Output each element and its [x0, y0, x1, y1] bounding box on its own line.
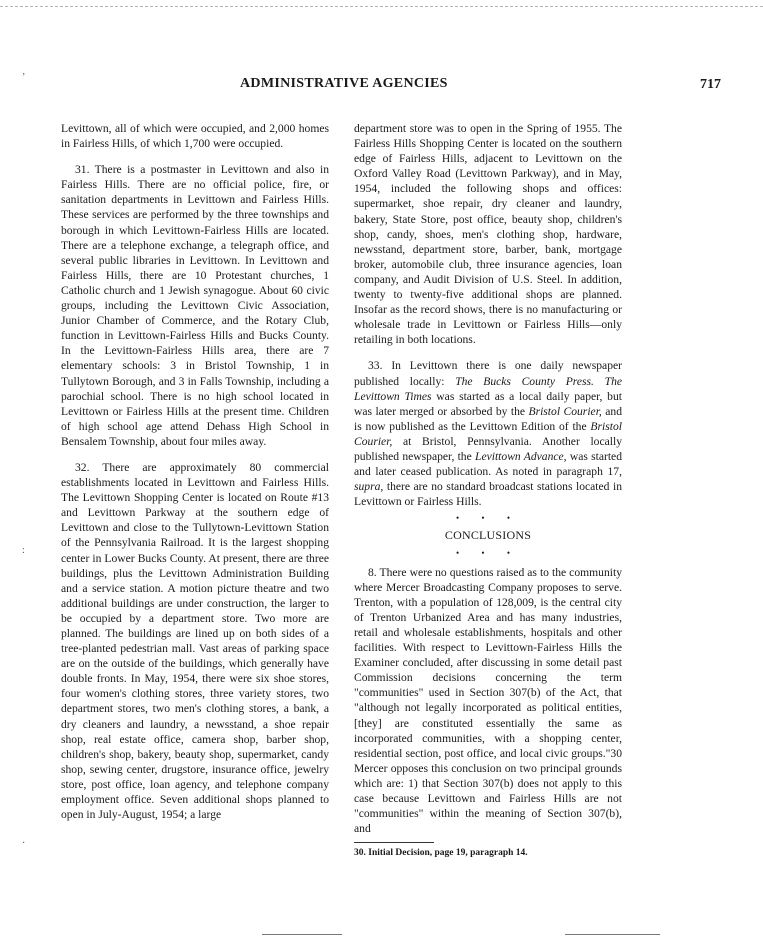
paragraph-continuation: department store was to open in the Spring of 1955. The Fairless Hills Shopping Center is located on the southern edge of Fairless Hills, adjacent to Levittown on the Oxford Valley Road (Levittown Parkway), and in May, 1954, included the following shops and offices: supermarket, shoe repair, dry cleaner and laundry, bakery, State Store, post office, beauty shop, children's shop, candy, shoes, men's clothing shop, hardware, newsstand, department store, barber, bank, mortgage broker, automobile club, three insurance agencies, loan company, and Audit Division of U.S. Steel. In addition, twenty to twenty-five additional shops are planned. Insofar as the record shows, there is no manufacturing or wholesale trade in Levittown or Fairless Hills—only retailing in both locations. [354, 122, 622, 347]
page-number: 717 [700, 77, 721, 92]
bottom-scan-line [262, 934, 342, 935]
bottom-scan-line [565, 934, 660, 935]
right-column [354, 121, 622, 859]
section-divider-dots: • • • [456, 547, 520, 558]
footnote-rule [354, 842, 434, 843]
footnote-30: 30. Initial Decision, page 19, paragraph 14. [354, 848, 528, 859]
running-header-title: ADMINISTRATIVE AGENCIES [240, 76, 448, 91]
margin-mark: ’ [22, 72, 26, 83]
section-heading-conclusions: CONCLUSIONS [444, 528, 532, 543]
margin-mark: · [22, 838, 26, 849]
top-border [0, 6, 763, 7]
paragraph-continuation: Levittown, all of which were occupied, and 2,000 homes in Fairless Hills, of which 1,700 were occupied. [61, 122, 329, 151]
margin-mark: : [22, 545, 25, 556]
paragraph-31: 31. There is a postmaster in Levittown and also in Fairless Hills. There are no official police, fire, or sanitation departments in Levittown and Fairless Hills. These services are performed by the three townships and borough in which Levittown-Fairless Hills are located. There are a telephone exchange, a telegraph office, and several public libraries in Levittown. In Levittown and Fairless Hills, there are 10 Protestant churches, 1 Catholic church and 1 Jewish synagogue. About 60 civic groups, including the Levittown Civic Association, Junior Chamber of Commerce, and the Rotary Club, function in Levittown-Fairless Hills and Bucks County. In the Levittown-Fairless Hills area, there are 7 elementary schools: 3 in Bristol Township, 1 in Tullytown Borough, and 3 in Falls Township, including a parochial school. There is no high school located in Levittown or Fairless Hills at the present time. Children of high school age attend Dehass High School in Bensalem Township, about four miles away. [61, 163, 329, 448]
section-divider-dots: • • • [456, 513, 520, 524]
paragraph-8: 8. There were no questions raised as to the community where Mercer Broadcasting Company proposes to serve. Trenton, with a population of 128,009, is the central city of Trenton Urbanized Area and has many industries, retail and wholesale establishments, hospitals and other facilities. With respect to Levittown-Fairless Hills the Examiner concluded, after discussing in some detail past Commission decisions concerning the term "communities" used in Section 307(b) of the Act, that "although not legally incorporated as political entities, [they] are constituted essentially the same as incorporated communities, with a shopping center, residential section, post office, and local civic groups."30 Mercer opposes this conclusion on two principal grounds which are: 1) that Section 307(b) does not apply to this case because Levittown and Fairless Hills are not "communities" within the meaning of Section 307(b), and [354, 565, 622, 836]
paragraph-32: 32. There are approximately 80 commercial establishments located in Levittown and Fairless Hills. The Levittown Shopping Center is located on Route #13 and Levittown Parkway at the southern edge of Levittown and close to the Tullytown-Levittown Station of the Pennsylvania Railroad. It is the largest shopping center in Lower Bucks County. At present, there are three buildings, plus the Levittown Administration Building and a service station. A motion picture theatre and two additional buildings are under construction, the larger to be occupied by a department store. Two more are planned. The buildings are lined up on both sides of a tree-planted pedestrian mall. Vast areas of parking space are on the outside of the buildings, which generally have double fronts. In May, 1954, there were six shoe stores, four women's clothing stores, three variety stores, two department stores, two men's clothing stores, a bank, a dry cleaners and laundry, a newsstand, a shoe repair shop, real estate office, camera shop, barber shop, children's shop, bakery, beauty shop, supermarket, candy shop, sewing center, drugstore, insurance office, jewelry store, post office, loan agency, and telephone company employment office. Seven additional shops planned to open in July-August, 1954; a large [61, 460, 329, 822]
paragraph-33: 33. In Levittown there is one daily newspaper published locally: The Bucks County Press. The Levittown Times was started as a local daily paper, but was later merged or absorbed by the Bristol Courier, and is now published as the Levittown Edition of the Bristol Courier, at Bristol, Pennsylvania. Another locally published newspaper, the Levittown Advance, was started and later ceased publication. As noted in paragraph 17, supra, there are no standard broadcast stations located in Levittown or Fairless Hills. [354, 359, 623, 509]
left-column [61, 121, 329, 822]
